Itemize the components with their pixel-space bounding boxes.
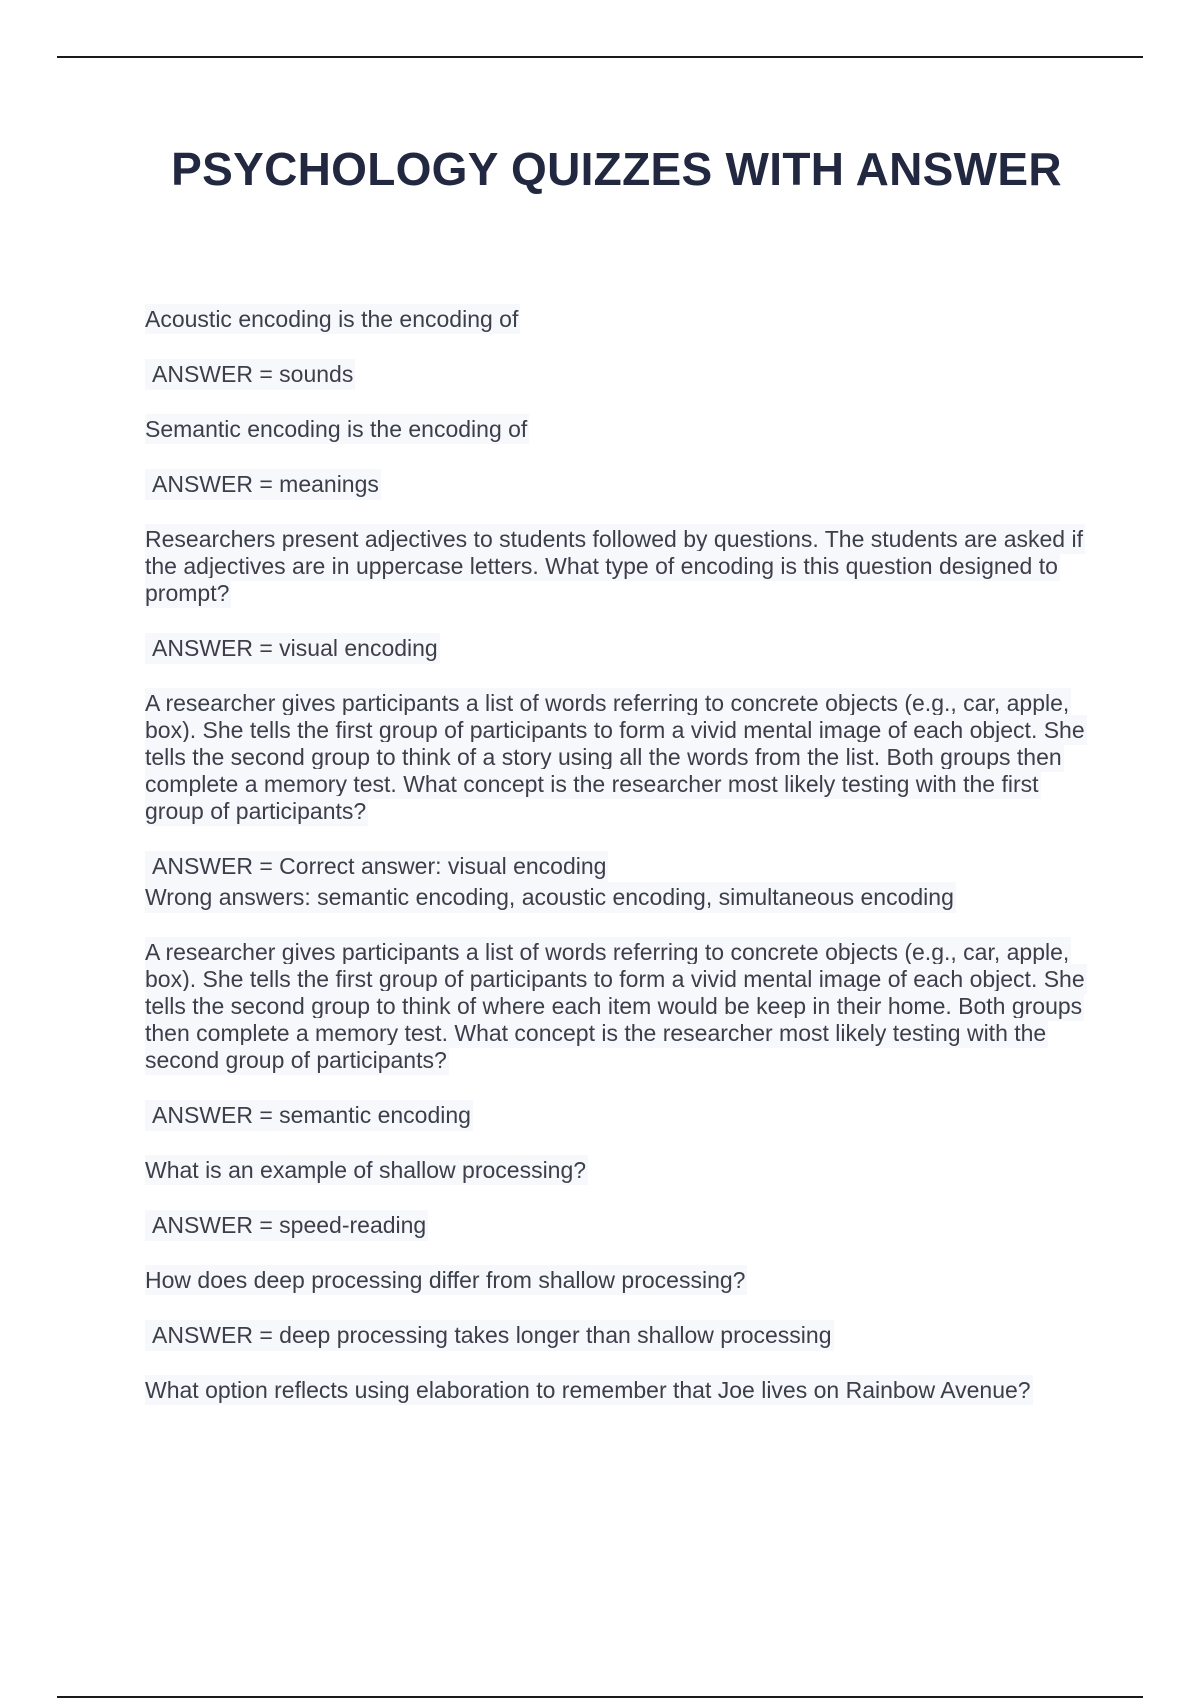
question-block bbox=[145, 416, 1095, 443]
answer-text: ANSWER = deep processing takes longer than shallow processing bbox=[145, 1320, 834, 1351]
question-text: How does deep processing differ from shallow processing? bbox=[145, 1267, 746, 1293]
question-block bbox=[145, 939, 1095, 1074]
answer-block bbox=[145, 359, 1095, 390]
question-block bbox=[145, 1267, 1095, 1294]
answer-block bbox=[145, 469, 1095, 500]
answer-block bbox=[145, 633, 1095, 664]
quiz-content bbox=[145, 306, 1095, 1430]
answer-text: ANSWER = speed-reading bbox=[145, 1210, 428, 1241]
answer-block bbox=[145, 1210, 1095, 1241]
bottom-rule bbox=[57, 1696, 1143, 1698]
question-text: Semantic encoding is the encoding of bbox=[145, 416, 528, 442]
page-title: PSYCHOLOGY QUIZZES WITH ANSWER bbox=[171, 143, 1062, 195]
question-block bbox=[145, 690, 1095, 825]
question-block bbox=[145, 1377, 1095, 1404]
answer-text: ANSWER = sounds bbox=[145, 359, 355, 390]
answer-text: ANSWER = visual encoding bbox=[145, 633, 440, 664]
question-text: Acoustic encoding is the encoding of bbox=[145, 306, 519, 332]
question-block bbox=[145, 1157, 1095, 1184]
answer-wrong-options: Wrong answers: semantic encoding, acoustic encoding, simultaneous encoding bbox=[145, 882, 956, 913]
answer-text: ANSWER = semantic encoding bbox=[145, 1100, 473, 1131]
answer-text: ANSWER = meanings bbox=[145, 469, 381, 500]
top-rule bbox=[57, 56, 1143, 58]
question-block bbox=[145, 306, 1095, 333]
question-block bbox=[145, 526, 1095, 607]
question-text: A researcher gives participants a list of words referring to concrete objects (e.g., car, apple, box). She tells the first group of participants to form a vivid mental image of each object. She tells the second group to think of a story using all the words from the list. Both groups then complete a memory test. What concept is the researcher most likely testing with the first group of participants? bbox=[145, 690, 1085, 824]
answer-block bbox=[145, 851, 1095, 913]
question-text: Researchers present adjectives to students followed by questions. The students are asked if the adjectives are in uppercase letters. What type of encoding is this question designed to prompt? bbox=[145, 526, 1083, 606]
question-text: What is an example of shallow processing? bbox=[145, 1157, 587, 1183]
question-text: A researcher gives participants a list of words referring to concrete objects (e.g., car, apple, box). She tells the first group of participants to form a vivid mental image of each object. She tells the second group to think of where each item would be keep in their home. Both groups then complete a memory test. What concept is the researcher most likely testing with the second group of participants? bbox=[145, 939, 1085, 1073]
answer-block bbox=[145, 1100, 1095, 1131]
question-text: What option reflects using elaboration to remember that Joe lives on Rainbow Avenue? bbox=[145, 1377, 1031, 1403]
answer-text: ANSWER = Correct answer: visual encoding bbox=[145, 851, 608, 882]
answer-block bbox=[145, 1320, 1095, 1351]
